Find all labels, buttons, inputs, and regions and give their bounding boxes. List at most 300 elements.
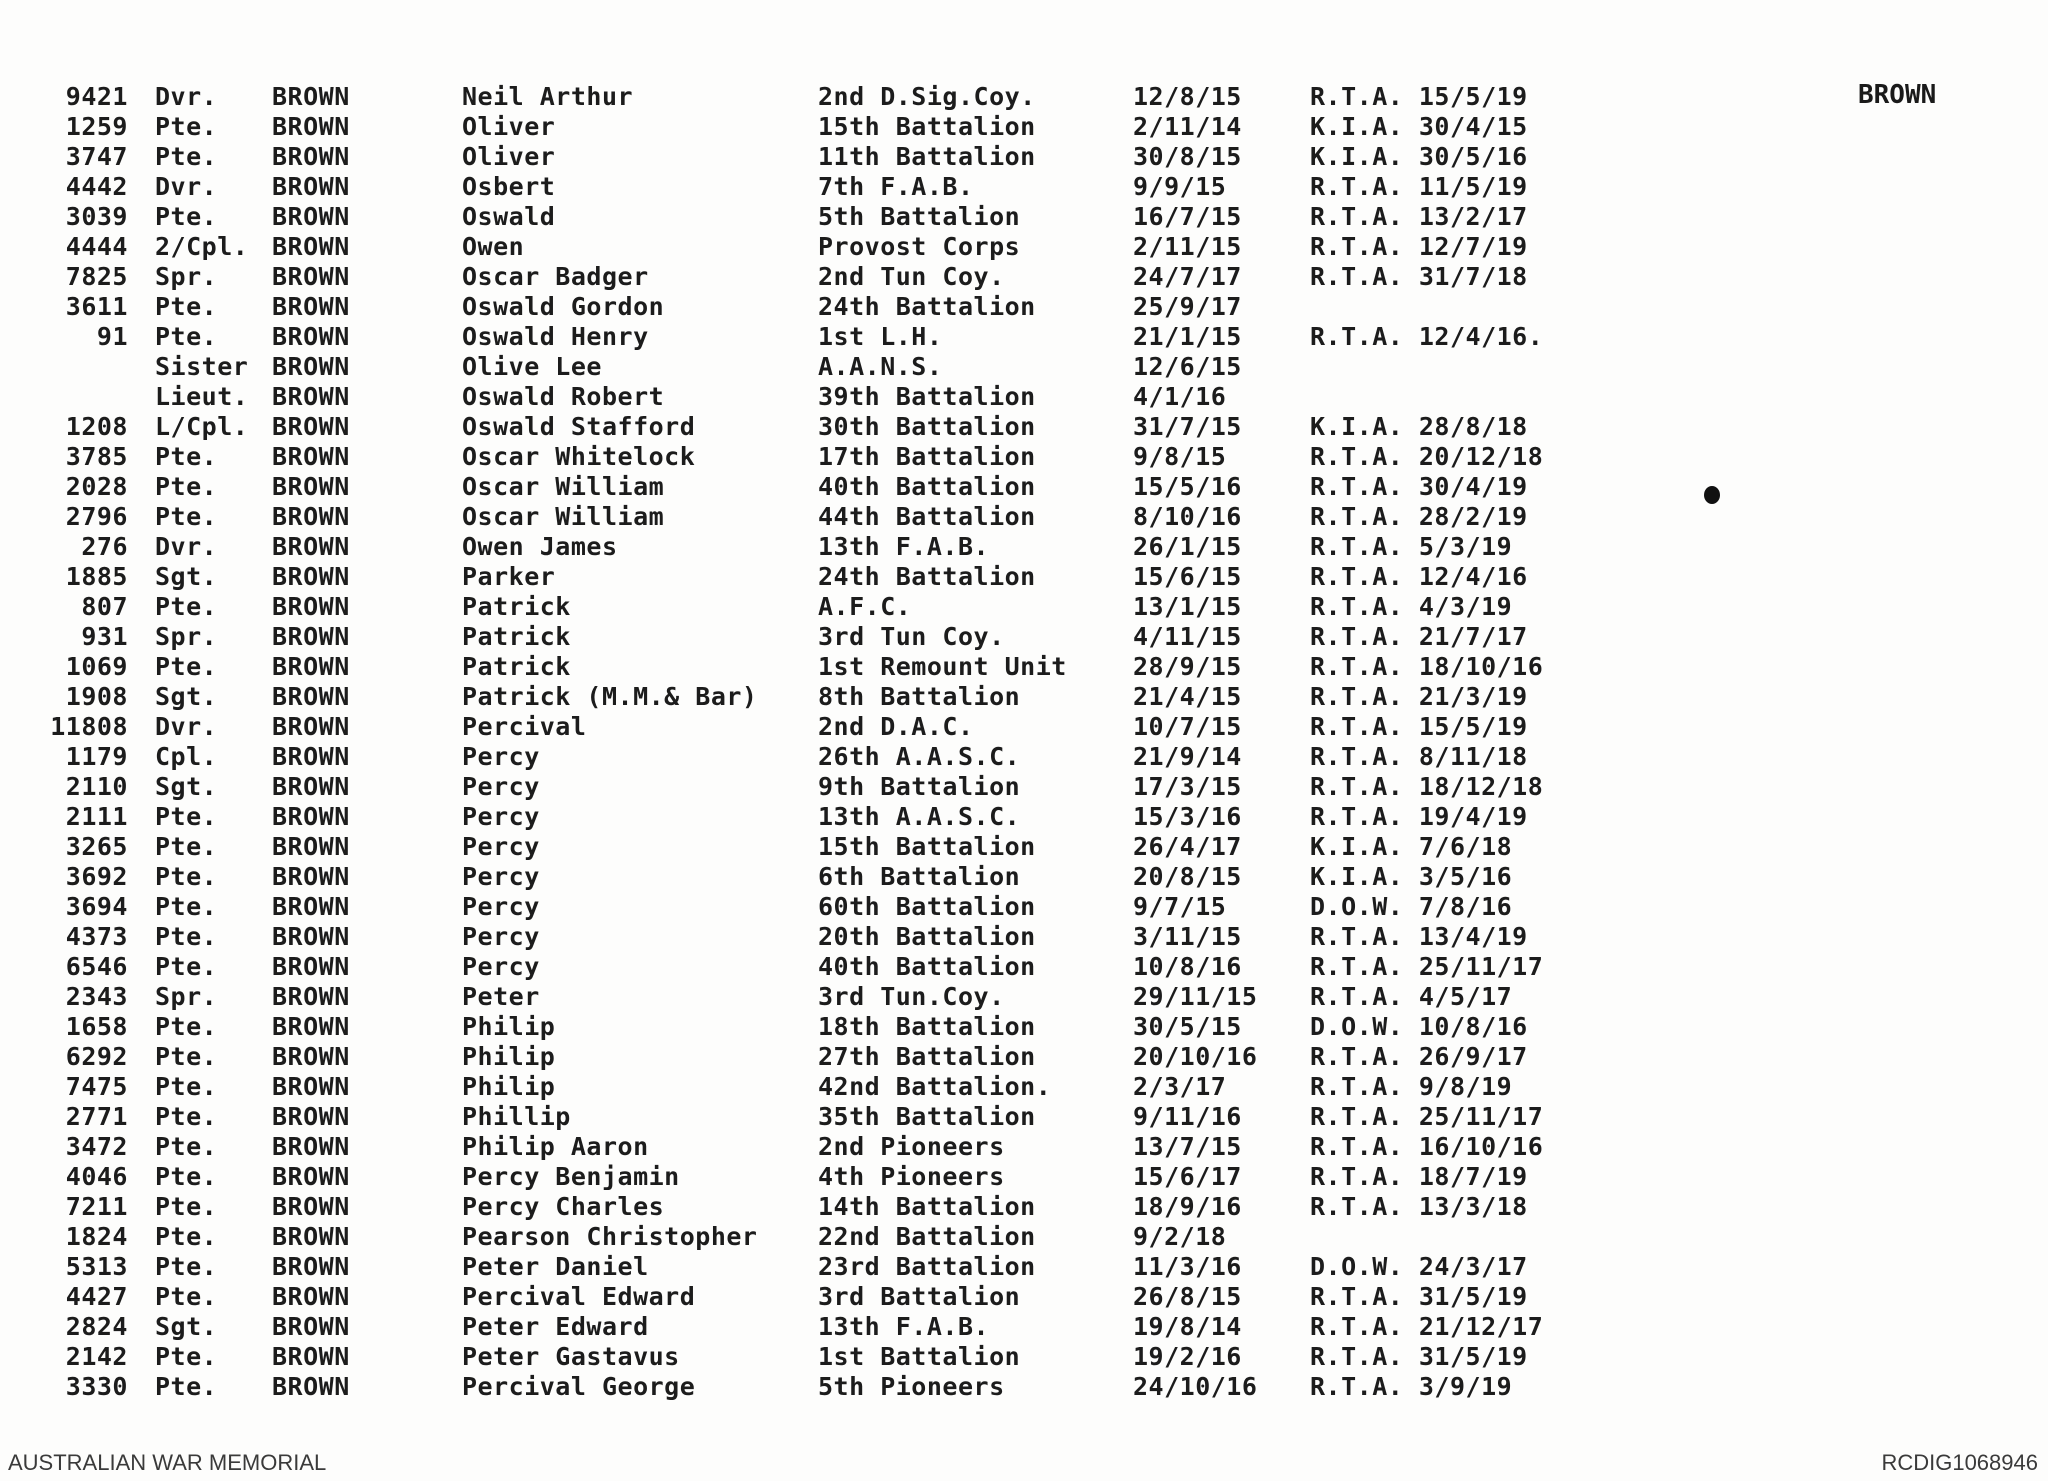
enlistment-date: 25/9/17 (1133, 292, 1242, 321)
enlistment-date: 21/1/15 (1133, 322, 1242, 351)
given-names: Phillip (462, 1102, 571, 1131)
rank: Pte. (155, 832, 218, 861)
given-names: Osbert (462, 172, 556, 201)
fate: K.I.A. 30/5/16 (1310, 142, 1528, 171)
fate: K.I.A. 7/6/18 (1310, 832, 1513, 861)
list-item (0, 862, 1700, 892)
enlistment-date: 29/11/15 (1133, 982, 1258, 1011)
given-names: Pearson Christopher (462, 1222, 758, 1251)
surname: BROWN (272, 142, 350, 171)
list-item (0, 112, 1700, 142)
surname: BROWN (272, 1342, 350, 1371)
surname: BROWN (272, 1222, 350, 1251)
unit: 35th Battalion (818, 1102, 1036, 1131)
service-number: 1824 (65, 1222, 128, 1251)
service-number: 931 (81, 622, 128, 651)
service-number: 1658 (65, 1012, 128, 1041)
surname: BROWN (272, 592, 350, 621)
rank: Pte. (155, 202, 218, 231)
service-number: 3694 (65, 892, 128, 921)
fate: R.T.A. 3/9/19 (1310, 1372, 1513, 1401)
service-number: 4442 (65, 172, 128, 201)
surname: BROWN (272, 442, 350, 471)
surname: BROWN (272, 772, 350, 801)
fate: R.T.A. 9/8/19 (1310, 1072, 1513, 1101)
given-names: Percy (462, 742, 540, 771)
enlistment-date: 31/7/15 (1133, 412, 1242, 441)
given-names: Percival George (462, 1372, 696, 1401)
fate: R.T.A. 25/11/17 (1310, 1102, 1544, 1131)
enlistment-date: 13/7/15 (1133, 1132, 1242, 1161)
surname: BROWN (272, 472, 350, 501)
unit: 30th Battalion (818, 412, 1036, 441)
fate: R.T.A. 31/5/19 (1310, 1282, 1528, 1311)
unit: 18th Battalion (818, 1012, 1036, 1041)
given-names: Oswald Robert (462, 382, 665, 411)
unit: 13th F.A.B. (818, 532, 990, 561)
given-names: Percy (462, 952, 540, 981)
footer-reference: RCDIG1068946 (1881, 1450, 2038, 1475)
list-item (0, 1312, 1700, 1342)
surname: BROWN (272, 1012, 350, 1041)
unit: 17th Battalion (818, 442, 1036, 471)
surname: BROWN (272, 862, 350, 891)
service-number: 1069 (65, 652, 128, 681)
given-names: Oliver (462, 142, 556, 171)
enlistment-date: 15/6/15 (1133, 562, 1242, 591)
rank: Pte. (155, 502, 218, 531)
surname: BROWN (272, 502, 350, 531)
fate: R.T.A. 11/5/19 (1310, 172, 1528, 201)
fate: D.O.W. 24/3/17 (1310, 1252, 1528, 1281)
unit: 27th Battalion (818, 1042, 1036, 1071)
service-number: 4427 (65, 1282, 128, 1311)
given-names: Philip (462, 1012, 556, 1041)
list-item (0, 682, 1700, 712)
surname: BROWN (272, 1072, 350, 1101)
given-names: Percy (462, 862, 540, 891)
unit: 14th Battalion (818, 1192, 1036, 1221)
list-item (0, 952, 1700, 982)
fate: R.T.A. 21/3/19 (1310, 682, 1528, 711)
surname: BROWN (272, 1192, 350, 1221)
unit: 1st L.H. (818, 322, 943, 351)
given-names: Philip (462, 1072, 556, 1101)
given-names: Philip Aaron (462, 1132, 649, 1161)
fate: K.I.A. 30/4/15 (1310, 112, 1528, 141)
service-number: 3785 (65, 442, 128, 471)
enlistment-date: 19/2/16 (1133, 1342, 1242, 1371)
unit: 4th Pioneers (818, 1162, 1005, 1191)
service-number: 2824 (65, 1312, 128, 1341)
list-item (0, 1132, 1700, 1162)
given-names: Patrick (462, 652, 571, 681)
service-number: 4444 (65, 232, 128, 261)
unit: 23rd Battalion (818, 1252, 1036, 1281)
enlistment-date: 2/3/17 (1133, 1072, 1227, 1101)
list-item (0, 832, 1700, 862)
footer-institution: AUSTRALIAN WAR MEMORIAL (8, 1450, 327, 1475)
unit: 6th Battalion (818, 862, 1021, 891)
given-names: Patrick (462, 622, 571, 651)
rank: Sgt. (155, 682, 218, 711)
surname: BROWN (272, 1132, 350, 1161)
given-names: Percy (462, 802, 540, 831)
enlistment-date: 15/3/16 (1133, 802, 1242, 831)
rank: Pte. (155, 1282, 218, 1311)
fate: K.I.A. 3/5/16 (1310, 862, 1513, 891)
fate: R.T.A. 13/2/17 (1310, 202, 1528, 231)
surname: BROWN (272, 1372, 350, 1401)
given-names: Oswald Henry (462, 322, 649, 351)
list-item (0, 652, 1700, 682)
rank: Dvr. (155, 712, 218, 741)
surname: BROWN (272, 982, 350, 1011)
unit: 24th Battalion (818, 562, 1036, 591)
fate: R.T.A. 12/7/19 (1310, 232, 1528, 261)
enlistment-date: 15/6/17 (1133, 1162, 1242, 1191)
surname: BROWN (272, 232, 350, 261)
fate: R.T.A. 12/4/16 (1310, 562, 1528, 591)
unit: 15th Battalion (818, 832, 1036, 861)
enlistment-date: 9/11/16 (1133, 1102, 1242, 1131)
service-number: 3330 (65, 1372, 128, 1401)
surname: BROWN (272, 382, 350, 411)
given-names: Percy Benjamin (462, 1162, 680, 1191)
service-number: 2796 (65, 502, 128, 531)
given-names: Peter Gastavus (462, 1342, 680, 1371)
fate: R.T.A. 4/5/17 (1310, 982, 1513, 1011)
rank: Pte. (155, 1252, 218, 1281)
fate: R.T.A. 15/5/19 (1310, 82, 1528, 111)
list-item (0, 562, 1700, 592)
rank: Pte. (155, 1072, 218, 1101)
list-item (0, 1042, 1700, 1072)
given-names: Oswald (462, 202, 556, 231)
rank: Dvr. (155, 172, 218, 201)
list-item (0, 712, 1700, 742)
given-names: Peter Daniel (462, 1252, 649, 1281)
rank: Pte. (155, 1162, 218, 1191)
rank: Pte. (155, 322, 218, 351)
given-names: Patrick (462, 592, 571, 621)
given-names: Owen (462, 232, 525, 261)
fate: K.I.A. 28/8/18 (1310, 412, 1528, 441)
given-names: Percy Charles (462, 1192, 665, 1221)
given-names: Percival Edward (462, 1282, 696, 1311)
rank: Pte. (155, 652, 218, 681)
service-number: 4373 (65, 922, 128, 951)
service-number: 2028 (65, 472, 128, 501)
service-number: 91 (96, 322, 128, 351)
surname: BROWN (272, 322, 350, 351)
rank: Pte. (155, 952, 218, 981)
given-names: Percy (462, 892, 540, 921)
fate: R.T.A. 8/11/18 (1310, 742, 1528, 771)
rank: Pte. (155, 922, 218, 951)
surname: BROWN (272, 532, 350, 561)
given-names: Percival (462, 712, 587, 741)
unit: 13th A.A.S.C. (818, 802, 1021, 831)
unit: 40th Battalion (818, 952, 1036, 981)
given-names: Percy (462, 922, 540, 951)
enlistment-date: 15/5/16 (1133, 472, 1242, 501)
rank: Pte. (155, 1102, 218, 1131)
list-item (0, 622, 1700, 652)
list-item (0, 1342, 1700, 1372)
list-item (0, 322, 1700, 352)
rank: Pte. (155, 1342, 218, 1371)
unit: 39th Battalion (818, 382, 1036, 411)
given-names: Oswald Stafford (462, 412, 696, 441)
rank: Pte. (155, 1372, 218, 1401)
surname: BROWN (272, 1042, 350, 1071)
given-names: Philip (462, 1042, 556, 1071)
service-number: 2111 (65, 802, 128, 831)
enlistment-date: 13/1/15 (1133, 592, 1242, 621)
surname: BROWN (272, 112, 350, 141)
surname: BROWN (272, 712, 350, 741)
fate: D.O.W. 7/8/16 (1310, 892, 1513, 921)
enlistment-date: 26/1/15 (1133, 532, 1242, 561)
given-names: Oliver (462, 112, 556, 141)
unit: 2nd D.A.C. (818, 712, 974, 741)
list-item (0, 262, 1700, 292)
service-number: 9421 (65, 82, 128, 111)
unit: 3rd Tun Coy. (818, 622, 1005, 651)
unit: 1st Remount Unit (818, 652, 1067, 681)
unit: 44th Battalion (818, 502, 1036, 531)
enlistment-date: 18/9/16 (1133, 1192, 1242, 1221)
surname: BROWN (272, 622, 350, 651)
unit: 42nd Battalion. (818, 1072, 1052, 1101)
service-number: 3611 (65, 292, 128, 321)
list-item (0, 472, 1700, 502)
enlistment-date: 16/7/15 (1133, 202, 1242, 231)
list-item (0, 1072, 1700, 1102)
rank: Pte. (155, 1012, 218, 1041)
list-item (0, 232, 1700, 262)
enlistment-date: 8/10/16 (1133, 502, 1242, 531)
list-item (0, 142, 1700, 172)
surname: BROWN (272, 202, 350, 231)
enlistment-date: 3/11/15 (1133, 922, 1242, 951)
enlistment-date: 30/8/15 (1133, 142, 1242, 171)
unit: 22nd Battalion (818, 1222, 1036, 1251)
enlistment-date: 2/11/14 (1133, 112, 1242, 141)
unit: 13th F.A.B. (818, 1312, 990, 1341)
enlistment-date: 12/8/15 (1133, 82, 1242, 111)
fate: R.T.A. 18/12/18 (1310, 772, 1544, 801)
unit: 2nd Pioneers (818, 1132, 1005, 1161)
given-names: Patrick (M.M.& Bar) (462, 682, 758, 711)
unit: 3rd Battalion (818, 1282, 1021, 1311)
fate: D.O.W. 10/8/16 (1310, 1012, 1528, 1041)
surname: BROWN (272, 412, 350, 441)
fate: R.T.A. 13/4/19 (1310, 922, 1528, 951)
unit: 11th Battalion (818, 142, 1036, 171)
service-number: 3747 (65, 142, 128, 171)
unit: 2nd D.Sig.Coy. (818, 82, 1036, 111)
list-item (0, 592, 1700, 622)
enlistment-date: 9/9/15 (1133, 172, 1227, 201)
service-number: 3692 (65, 862, 128, 891)
service-number: 2142 (65, 1342, 128, 1371)
enlistment-date: 12/6/15 (1133, 352, 1242, 381)
service-number: 2771 (65, 1102, 128, 1131)
surname: BROWN (272, 922, 350, 951)
unit: 2nd Tun Coy. (818, 262, 1005, 291)
given-names: Oscar William (462, 472, 665, 501)
unit: 15th Battalion (818, 112, 1036, 141)
rank: Pte. (155, 1042, 218, 1071)
fate: R.T.A. 5/3/19 (1310, 532, 1513, 561)
surname: BROWN (272, 292, 350, 321)
rank: Pte. (155, 802, 218, 831)
service-number: 7211 (65, 1192, 128, 1221)
list-item (0, 82, 1700, 112)
fate: R.T.A. 31/5/19 (1310, 1342, 1528, 1371)
unit: A.A.N.S. (818, 352, 943, 381)
rank: Dvr. (155, 82, 218, 111)
fate: R.T.A. 4/3/19 (1310, 592, 1513, 621)
service-number: 1885 (65, 562, 128, 591)
rank: Lieut. (155, 382, 249, 411)
surname: BROWN (272, 742, 350, 771)
enlistment-date: 11/3/16 (1133, 1252, 1242, 1281)
service-number: 807 (81, 592, 128, 621)
rank: Cpl. (155, 742, 218, 771)
list-item (0, 1372, 1700, 1402)
given-names: Parker (462, 562, 556, 591)
surname: BROWN (272, 1252, 350, 1281)
fate: R.T.A. 30/4/19 (1310, 472, 1528, 501)
surname: BROWN (272, 892, 350, 921)
rank: Pte. (155, 1132, 218, 1161)
list-item (0, 1282, 1700, 1312)
list-item (0, 172, 1700, 202)
list-item (0, 922, 1700, 952)
service-number: 2343 (65, 982, 128, 1011)
rank: Pte. (155, 862, 218, 891)
enlistment-date: 20/8/15 (1133, 862, 1242, 891)
service-number: 2110 (65, 772, 128, 801)
unit: 20th Battalion (818, 922, 1036, 951)
unit: 1st Battalion (818, 1342, 1021, 1371)
list-item (0, 982, 1700, 1012)
unit: A.F.C. (818, 592, 912, 621)
given-names: Olive Lee (462, 352, 602, 381)
rank: Pte. (155, 442, 218, 471)
records-list (0, 82, 1700, 1402)
given-names: Percy (462, 832, 540, 861)
fate: R.T.A. 18/10/16 (1310, 652, 1544, 681)
sheet-header: BROWN (1858, 80, 1937, 110)
rank: L/Cpl. (155, 412, 249, 441)
surname: BROWN (272, 82, 350, 111)
list-item (0, 502, 1700, 532)
enlistment-date: 4/11/15 (1133, 622, 1242, 651)
fate: R.T.A. 13/3/18 (1310, 1192, 1528, 1221)
service-number: 11808 (50, 712, 128, 741)
service-number: 3472 (65, 1132, 128, 1161)
ink-speck (1704, 486, 1720, 504)
enlistment-date: 26/4/17 (1133, 832, 1242, 861)
service-number: 7475 (65, 1072, 128, 1101)
service-number: 4046 (65, 1162, 128, 1191)
list-item (0, 802, 1700, 832)
service-number: 3039 (65, 202, 128, 231)
list-item (0, 1252, 1700, 1282)
rank: Pte. (155, 472, 218, 501)
given-names: Peter (462, 982, 540, 1011)
enlistment-date: 4/1/16 (1133, 382, 1227, 411)
list-item (0, 382, 1700, 412)
given-names: Oswald Gordon (462, 292, 665, 321)
fate: R.T.A. 15/5/19 (1310, 712, 1528, 741)
unit: Provost Corps (818, 232, 1021, 261)
list-item (0, 1192, 1700, 1222)
service-number: 7825 (65, 262, 128, 291)
surname: BROWN (272, 832, 350, 861)
service-number: 5313 (65, 1252, 128, 1281)
fate: R.T.A. 25/11/17 (1310, 952, 1544, 981)
list-item (0, 1102, 1700, 1132)
rank: Pte. (155, 592, 218, 621)
list-item (0, 1222, 1700, 1252)
enlistment-date: 10/7/15 (1133, 712, 1242, 741)
surname: BROWN (272, 652, 350, 681)
fate: R.T.A. 20/12/18 (1310, 442, 1544, 471)
list-item (0, 202, 1700, 232)
fate: R.T.A. 26/9/17 (1310, 1042, 1528, 1071)
surname: BROWN (272, 262, 350, 291)
list-item (0, 742, 1700, 772)
enlistment-date: 9/2/18 (1133, 1222, 1227, 1251)
surname: BROWN (272, 1282, 350, 1311)
rank: Pte. (155, 892, 218, 921)
service-number: 1208 (65, 412, 128, 441)
rank: Spr. (155, 622, 218, 651)
fate: R.T.A. 12/4/16. (1310, 322, 1544, 351)
given-names: Owen James (462, 532, 618, 561)
unit: 60th Battalion (818, 892, 1036, 921)
list-item (0, 892, 1700, 922)
rank: Sgt. (155, 772, 218, 801)
unit: 5th Pioneers (818, 1372, 1005, 1401)
service-number: 6292 (65, 1042, 128, 1071)
surname: BROWN (272, 1162, 350, 1191)
enlistment-date: 21/4/15 (1133, 682, 1242, 711)
rank: Sgt. (155, 1312, 218, 1341)
fate: R.T.A. 18/7/19 (1310, 1162, 1528, 1191)
surname: BROWN (272, 352, 350, 381)
list-item (0, 292, 1700, 322)
rank: Sister (155, 352, 249, 381)
rank: Pte. (155, 1192, 218, 1221)
rank: Spr. (155, 262, 218, 291)
list-item (0, 1012, 1700, 1042)
enlistment-date: 28/9/15 (1133, 652, 1242, 681)
fate: R.T.A. 19/4/19 (1310, 802, 1528, 831)
rank: Pte. (155, 112, 218, 141)
enlistment-date: 9/8/15 (1133, 442, 1227, 471)
rank: Pte. (155, 292, 218, 321)
enlistment-date: 10/8/16 (1133, 952, 1242, 981)
list-item (0, 442, 1700, 472)
given-names: Oscar Badger (462, 262, 649, 291)
service-number: 1179 (65, 742, 128, 771)
